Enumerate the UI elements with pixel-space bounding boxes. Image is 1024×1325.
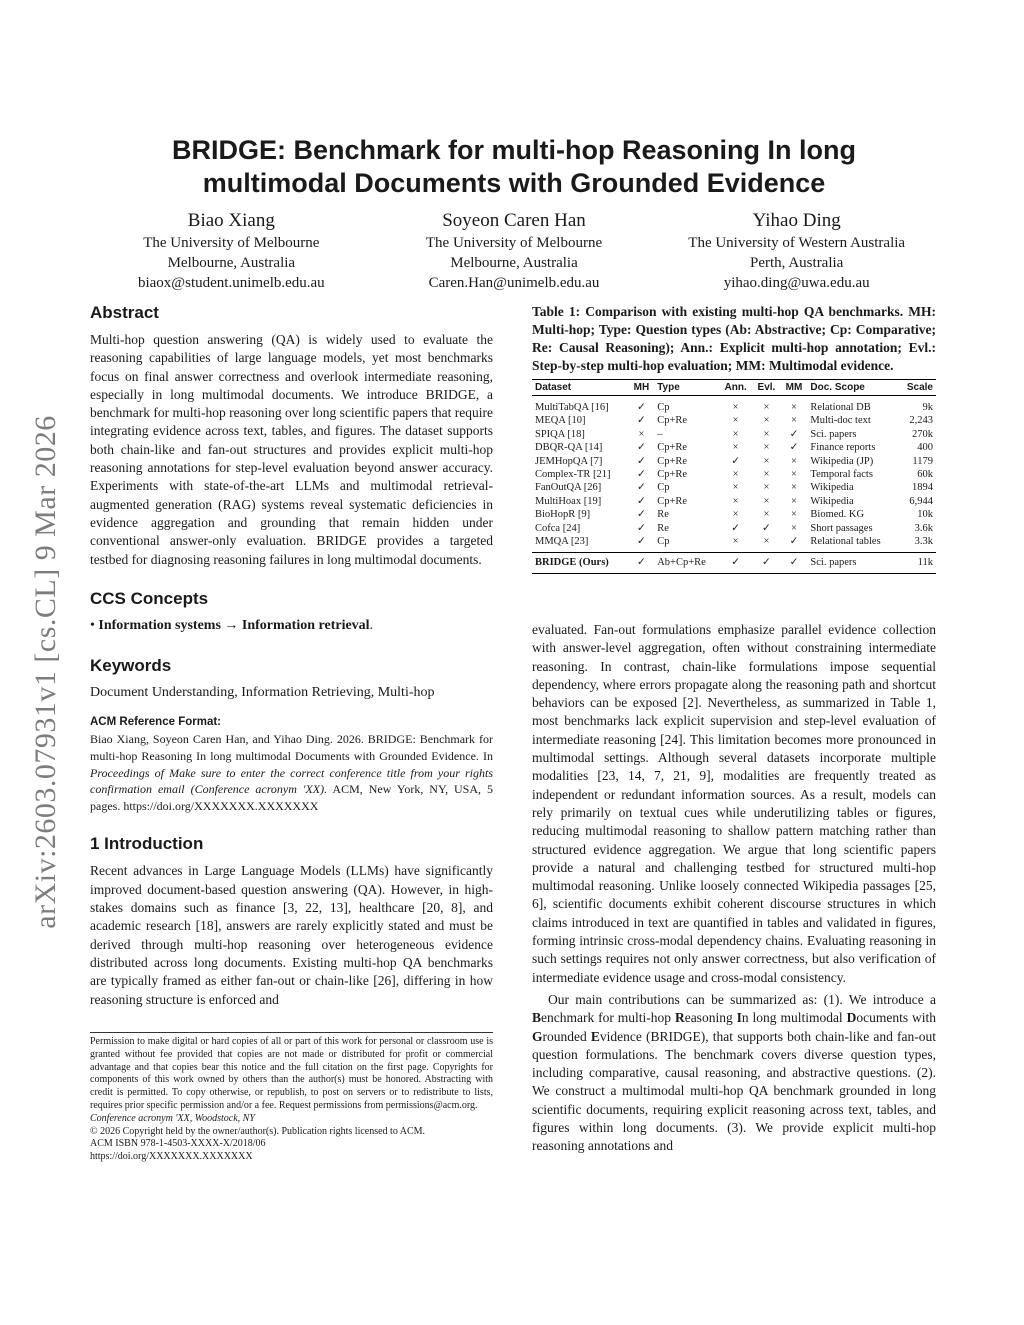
table-cell: ×	[791, 402, 797, 413]
table-cell: ✓	[637, 469, 646, 481]
table-cell: ×	[791, 509, 797, 521]
table-cell: ✓	[637, 509, 646, 521]
table-cell: BRIDGE (Ours)	[532, 553, 629, 573]
table-cell: 400	[917, 442, 933, 454]
table-cell: ✓	[789, 442, 799, 454]
table-cell: ×	[732, 469, 739, 481]
author-location: Melbourne, Australia	[450, 255, 578, 271]
keywords-heading: Keywords	[90, 656, 172, 676]
arxiv-identifier: arXiv:2603.07931v1 [cs.CL] 9 Mar 2026	[29, 415, 62, 929]
table-cell: Ab+Cp+Re	[654, 553, 719, 573]
table-cell: ✓	[637, 482, 646, 494]
author-block	[90, 209, 938, 293]
author-1	[90, 209, 373, 293]
table-cell: ×	[732, 482, 739, 494]
header-cell: Evl.	[752, 380, 780, 396]
header-cell: Scale	[898, 380, 936, 396]
table-cell: Biomed. KG	[810, 509, 865, 521]
acronym-letter: I	[736, 1010, 742, 1026]
table-cell: ✓	[629, 553, 655, 573]
table-cell: ✓	[637, 522, 646, 534]
table-cell: Cp+Re	[657, 455, 688, 467]
contrib-part: ocuments with	[856, 1010, 936, 1026]
table-cell: ×	[791, 482, 797, 494]
acm-reference-text	[90, 731, 493, 814]
table-cell: Relational tables	[810, 536, 881, 548]
title-line-2: multimodal Documents with Grounded Evidence	[202, 168, 826, 198]
table-row	[532, 396, 936, 415]
contrib-part: vidence (BRIDGE), that supports both chain-like and fan-out question formulations. The benchmark covers diverse question types, including comparative, causal reasoning, and abstractive questions. (2). We construct a multimodal multi-hop QA benchmark grounded in long scientific documents, requiring explicit reasoning across text, tables, and figures within long documents. (3). We provide explicit multi-hop reasoning annotations and	[532, 1028, 936, 1154]
table-cell: MultiHoax [19]	[535, 495, 602, 507]
table-cell: ✓	[752, 553, 780, 573]
table-cell: Sci. papers	[810, 428, 857, 440]
header-cell: MH	[629, 380, 655, 396]
table-row	[532, 441, 936, 454]
table-cell: ✓	[781, 553, 808, 573]
contrib-part: n long multimodal	[741, 1010, 847, 1026]
table-cell: ×	[763, 495, 770, 507]
table-cell: –	[657, 428, 663, 440]
table-cell: Cofca [24]	[535, 522, 581, 534]
table-cell: Cp	[657, 482, 670, 494]
isbn-line: ACM ISBN 978-1-4503-XXXX-X/2018/06	[90, 1138, 266, 1150]
acm-ref-proceedings: Proceedings of Make sure to enter the correct conference title from your rights confirmation email (Conference acronym 'XX).	[90, 765, 493, 797]
acronym-letter: G	[532, 1028, 543, 1044]
author-location: Melbourne, Australia	[167, 255, 296, 271]
table-row-ours	[532, 553, 936, 573]
table-cell: 1894	[912, 482, 933, 494]
header-cell: Ann.	[719, 380, 752, 396]
author-3	[655, 209, 938, 293]
table-row	[532, 481, 936, 494]
table-cell: ×	[732, 402, 739, 413]
table-cell: Cp+Re	[657, 442, 688, 454]
author-name: Yihao Ding	[752, 210, 841, 231]
table-cell: ✓	[762, 522, 771, 534]
table-cell: MMQA [23]	[535, 536, 589, 548]
table-row	[532, 522, 936, 535]
header-cell: MM	[781, 380, 808, 396]
contrib-part: rounded	[542, 1028, 591, 1044]
title-line-1: BRIDGE: Benchmark for multi-hop Reasoning In long	[171, 135, 857, 165]
table-cell: ✓	[789, 536, 799, 548]
table-cell: ×	[763, 509, 770, 521]
table-cell: 1179	[912, 455, 933, 467]
table-cell: 3.3k	[914, 536, 933, 548]
author-name: Biao Xiang	[187, 210, 275, 231]
table-cell: ×	[763, 402, 770, 413]
permission-text: Permission to make digital or hard copies of all or part of this work for personal or classroom use is granted without fee provided that copies are not made or distributed for profit or commercial advantage and that copies bear this notice and the full citation on the first page. Copyrights for components of this work owned by others than the author(s) must be honored. Abstracting with credit is permitted. To copy otherwise, or republish, to post on servers or to redistribute to lists, requires prior specific permission and/or a fee. Request permissions from permissions@acm.org.	[90, 1036, 493, 1111]
table-cell: BioHopR [9]	[535, 509, 591, 521]
table-cell: Cp	[657, 536, 670, 548]
table-cell: Finance reports	[810, 442, 876, 454]
table-caption: Table 1: Comparison with existing multi-hop QA benchmarks. MH: Multi-hop; Type: Question types (Ab: Abstractive; Cp: Comparative; Re: Causal Reasoning); Ann.: Explicit multi-hop annotation; Evl.: Step-by-step multi-hop evaluation; MM: Multimodal evidence.	[532, 304, 936, 373]
table-cell: ✓	[731, 522, 741, 534]
permission-block	[90, 1032, 493, 1164]
table-cell: ×	[763, 442, 770, 454]
table-cell: ✓	[637, 402, 646, 413]
table-cell: ×	[791, 495, 797, 507]
acronym-letter: D	[846, 1010, 857, 1026]
table-cell: ×	[763, 536, 770, 548]
header-cell: Doc. Scope	[807, 380, 897, 396]
table-row	[532, 414, 936, 427]
table-cell: ×	[763, 469, 770, 481]
table-cell: ×	[763, 428, 770, 440]
table-cell: ✓	[731, 455, 741, 467]
table-cell: Temporal facts	[810, 469, 873, 481]
table-cell: 11k	[898, 553, 936, 573]
intro-text: Recent advances in Large Language Models (LLMs) have significantly improved document-based question answering (QA). However, in high-stakes domains such as finance [3, 22, 13], healthcare [20, 8], and academic research [18], answers are rarely explicitly stated and must be derived through multi-hop reasoning over heterogeneous evidence distributed across long documents. Existing multi-hop QA benchmarks are typically framed as either fan-out or chain-like [26], differing in how reasoning structure is enforced and	[90, 863, 493, 1007]
author-email: biaox@student.unimelb.edu.au	[137, 275, 325, 291]
table-cell: ×	[732, 428, 739, 440]
table-cell: ✓	[637, 536, 646, 548]
contrib-part: Our main contributions can be summarized as: (1). We introduce a	[548, 991, 936, 1007]
author-email: yihao.ding@uwa.edu.au	[723, 275, 870, 291]
table-cell: 2,243	[909, 415, 933, 427]
table-row	[532, 468, 936, 481]
right-body	[532, 621, 936, 1156]
table-cell: ×	[732, 442, 739, 454]
table-cell: ✓	[637, 495, 646, 507]
table-cell: ✓	[637, 415, 646, 427]
table-cell: MEQA [10]	[535, 415, 586, 427]
ccs-concepts	[90, 617, 493, 635]
author-affiliation: The University of Melbourne	[143, 235, 320, 251]
table-cell: ×	[638, 428, 645, 440]
intro-heading: 1 Introduction	[90, 834, 204, 854]
abstract-heading: Abstract	[90, 303, 159, 322]
comparison-table	[532, 379, 936, 574]
table-cell: FanOutQA [26]	[535, 482, 602, 494]
acm-ref-part-1: Biao Xiang, Soyeon Caren Han, and Yihao Ding. 2026. BRIDGE: Benchmark for multi-hop Reasoning In long multimodal Documents with Grounded Evidence. In	[90, 732, 493, 764]
table-cell: 270k	[912, 428, 933, 440]
table-cell: Re	[657, 509, 669, 521]
table-cell: ×	[791, 415, 797, 427]
table-cell: ✓	[789, 428, 799, 440]
table-row	[532, 535, 936, 553]
ccs-term-2: Information retrieval	[241, 617, 370, 633]
table-cell: ×	[763, 415, 770, 427]
author-location: Perth, Australia	[750, 255, 844, 271]
table-cell: Cp+Re	[657, 469, 688, 481]
abstract-text: Multi-hop question answering (QA) is widely used to evaluate the reasoning capabilities of large language models, yet most benchmarks focus on final answer correctness and overlook intermediate reasoning, especially in long multimodal documents. We introduce BRIDGE, a benchmark for multi-hop reasoning over long scientific papers that require integrating evidence across text, tables, and figures. The dataset supports both chain-like and fan-out structures and provides explicit multi-hop reasoning annotations for step-level evaluation beyond answer accuracy. Experiments with state-of-the-art LLMs and multimodal retrieval-augmented generation (RAG) systems reveal systematic deficiencies in evidence aggregation and grounding that remain hidden under conventional answer-only evaluation. BRIDGE provides a targeted testbed for diagnosing reasoning failures in long multimodal documents.	[90, 332, 493, 567]
header-cell: Dataset	[532, 380, 629, 396]
table-cell: 6,944	[909, 495, 933, 507]
table-cell: Re	[657, 522, 669, 534]
table-cell: Complex-TR [21]	[535, 469, 611, 481]
table-cell: Short passages	[810, 522, 873, 534]
right-column	[532, 303, 936, 1154]
contributions-paragraph	[532, 991, 936, 1156]
table-cell: DBQR-QA [14]	[535, 442, 603, 454]
table-header-row	[532, 380, 936, 396]
conference-info: Conference acronym 'XX, Woodstock, NY	[90, 1112, 255, 1124]
acm-reference	[90, 716, 493, 814]
table-cell: ✓	[719, 553, 752, 573]
table-cell: ×	[732, 415, 739, 427]
table-row	[532, 428, 936, 441]
ccs-arrow: →	[224, 617, 239, 633]
ccs-end: .	[369, 617, 374, 633]
contrib-part: enchmark for multi-hop	[541, 1010, 675, 1026]
acronym-letter: R	[674, 1010, 685, 1026]
copyright-line: © 2026 Copyright held by the owner/author(s). Publication rights licensed to ACM.	[90, 1125, 426, 1137]
table-cell: Sci. papers	[807, 553, 897, 573]
table-cell: JEMHopQA [7]	[535, 455, 603, 467]
ccs-bullet: •	[90, 617, 95, 633]
ccs-heading: CCS Concepts	[90, 588, 209, 608]
table-cell: Wikipedia	[810, 482, 854, 494]
paper-title	[90, 134, 938, 200]
table-cell: 3.6k	[914, 522, 933, 534]
table-cell: Cp+Re	[657, 415, 688, 427]
table-row	[532, 508, 936, 521]
table-cell: Wikipedia (JP)	[810, 455, 874, 467]
acronym-letter: E	[590, 1028, 600, 1044]
table-cell: SPIQA [18]	[535, 428, 585, 440]
author-email: Caren.Han@unimelb.edu.au	[428, 275, 600, 291]
table-cell: ×	[791, 522, 797, 534]
table-cell: 60k	[917, 469, 933, 481]
table-cell: ×	[763, 455, 770, 467]
table-cell: Cp	[657, 402, 670, 413]
table-cell: ×	[732, 536, 739, 548]
acm-reference-heading: ACM Reference Format:	[90, 716, 221, 729]
table-cell: ✓	[637, 455, 646, 467]
author-affiliation: The University of Melbourne	[425, 235, 603, 251]
keywords-text: Document Understanding, Information Retrieving, Multi-hop	[90, 685, 435, 701]
left-column	[90, 303, 493, 1009]
table-cell: ✓	[637, 442, 646, 454]
table-row	[532, 455, 936, 468]
table-cell: 9k	[922, 402, 933, 413]
doi-line: https://doi.org/XXXXXXX.XXXXXXX	[90, 1151, 253, 1163]
table-cell: 10k	[917, 509, 933, 521]
table-cell: ×	[732, 495, 739, 507]
table-cell: ×	[732, 509, 739, 521]
table-cell: Cp+Re	[657, 495, 688, 507]
right-paragraph-1: evaluated. Fan-out formulations emphasize parallel evidence collection with answer-level aggregation, often without constraining intermediate reasoning. In contrast, chain-like formulations impose sequential dependency, where errors propagate along the reasoning path and shortcut behaviors can be exposed [2]. Nevertheless, as summarized in Table 1, most benchmarks lack explicit supervision and step-level evaluation of intermediate reasoning [24]. This limitation becomes more pronounced in multimodal settings. Although several datasets incorporate multiple modalities [23, 14, 7, 21, 9], modalities are frequently treated as independent or redundant information sources. As a result, models can rely primarily on textual cues while underutilizing tables or figures, reducing multimodal reasoning to shallow pattern matching rather than structured evidence aggregation. We argue that long scientific papers provide a natural and challenging testbed for structured multi-hop multimodal reasoning. Unlike loosely connected Wikipedia passages [25, 6], scientific documents exhibit coherent discourse structures in which claims introduced in text are quantified in tables and validated in figures, forming intrinsic cross-modal dependency chains. Evaluating reasoning in such settings requires not only answer correctness, but also verification of intermediate evidence usage and cross-modal consistency.	[532, 622, 936, 985]
contrib-part: easoning	[684, 1010, 737, 1026]
acm-ref-part-2: ACM, New York, NY, USA, 5 pages. https://doi.org/XXXXXXX.XXXXXXX	[90, 782, 493, 813]
table-cell: ×	[791, 469, 797, 481]
ccs-term-1: Information systems	[98, 617, 221, 633]
acronym-letter: B	[532, 1010, 542, 1026]
table-row	[532, 495, 936, 508]
author-2	[373, 209, 656, 293]
table-cell: Relational DB	[810, 402, 871, 413]
header-cell: Type	[654, 380, 719, 396]
table-cell: MultiTabQA [16]	[535, 402, 609, 413]
table-cell: ×	[791, 455, 797, 467]
table-cell: ×	[763, 482, 770, 494]
table-cell: Multi-doc text	[810, 415, 871, 427]
arxiv-sidebar	[24, 372, 68, 972]
author-affiliation: The University of Western Australia	[688, 235, 906, 251]
table-cell: Wikipedia	[810, 495, 854, 507]
author-name: Soyeon Caren Han	[442, 210, 586, 231]
